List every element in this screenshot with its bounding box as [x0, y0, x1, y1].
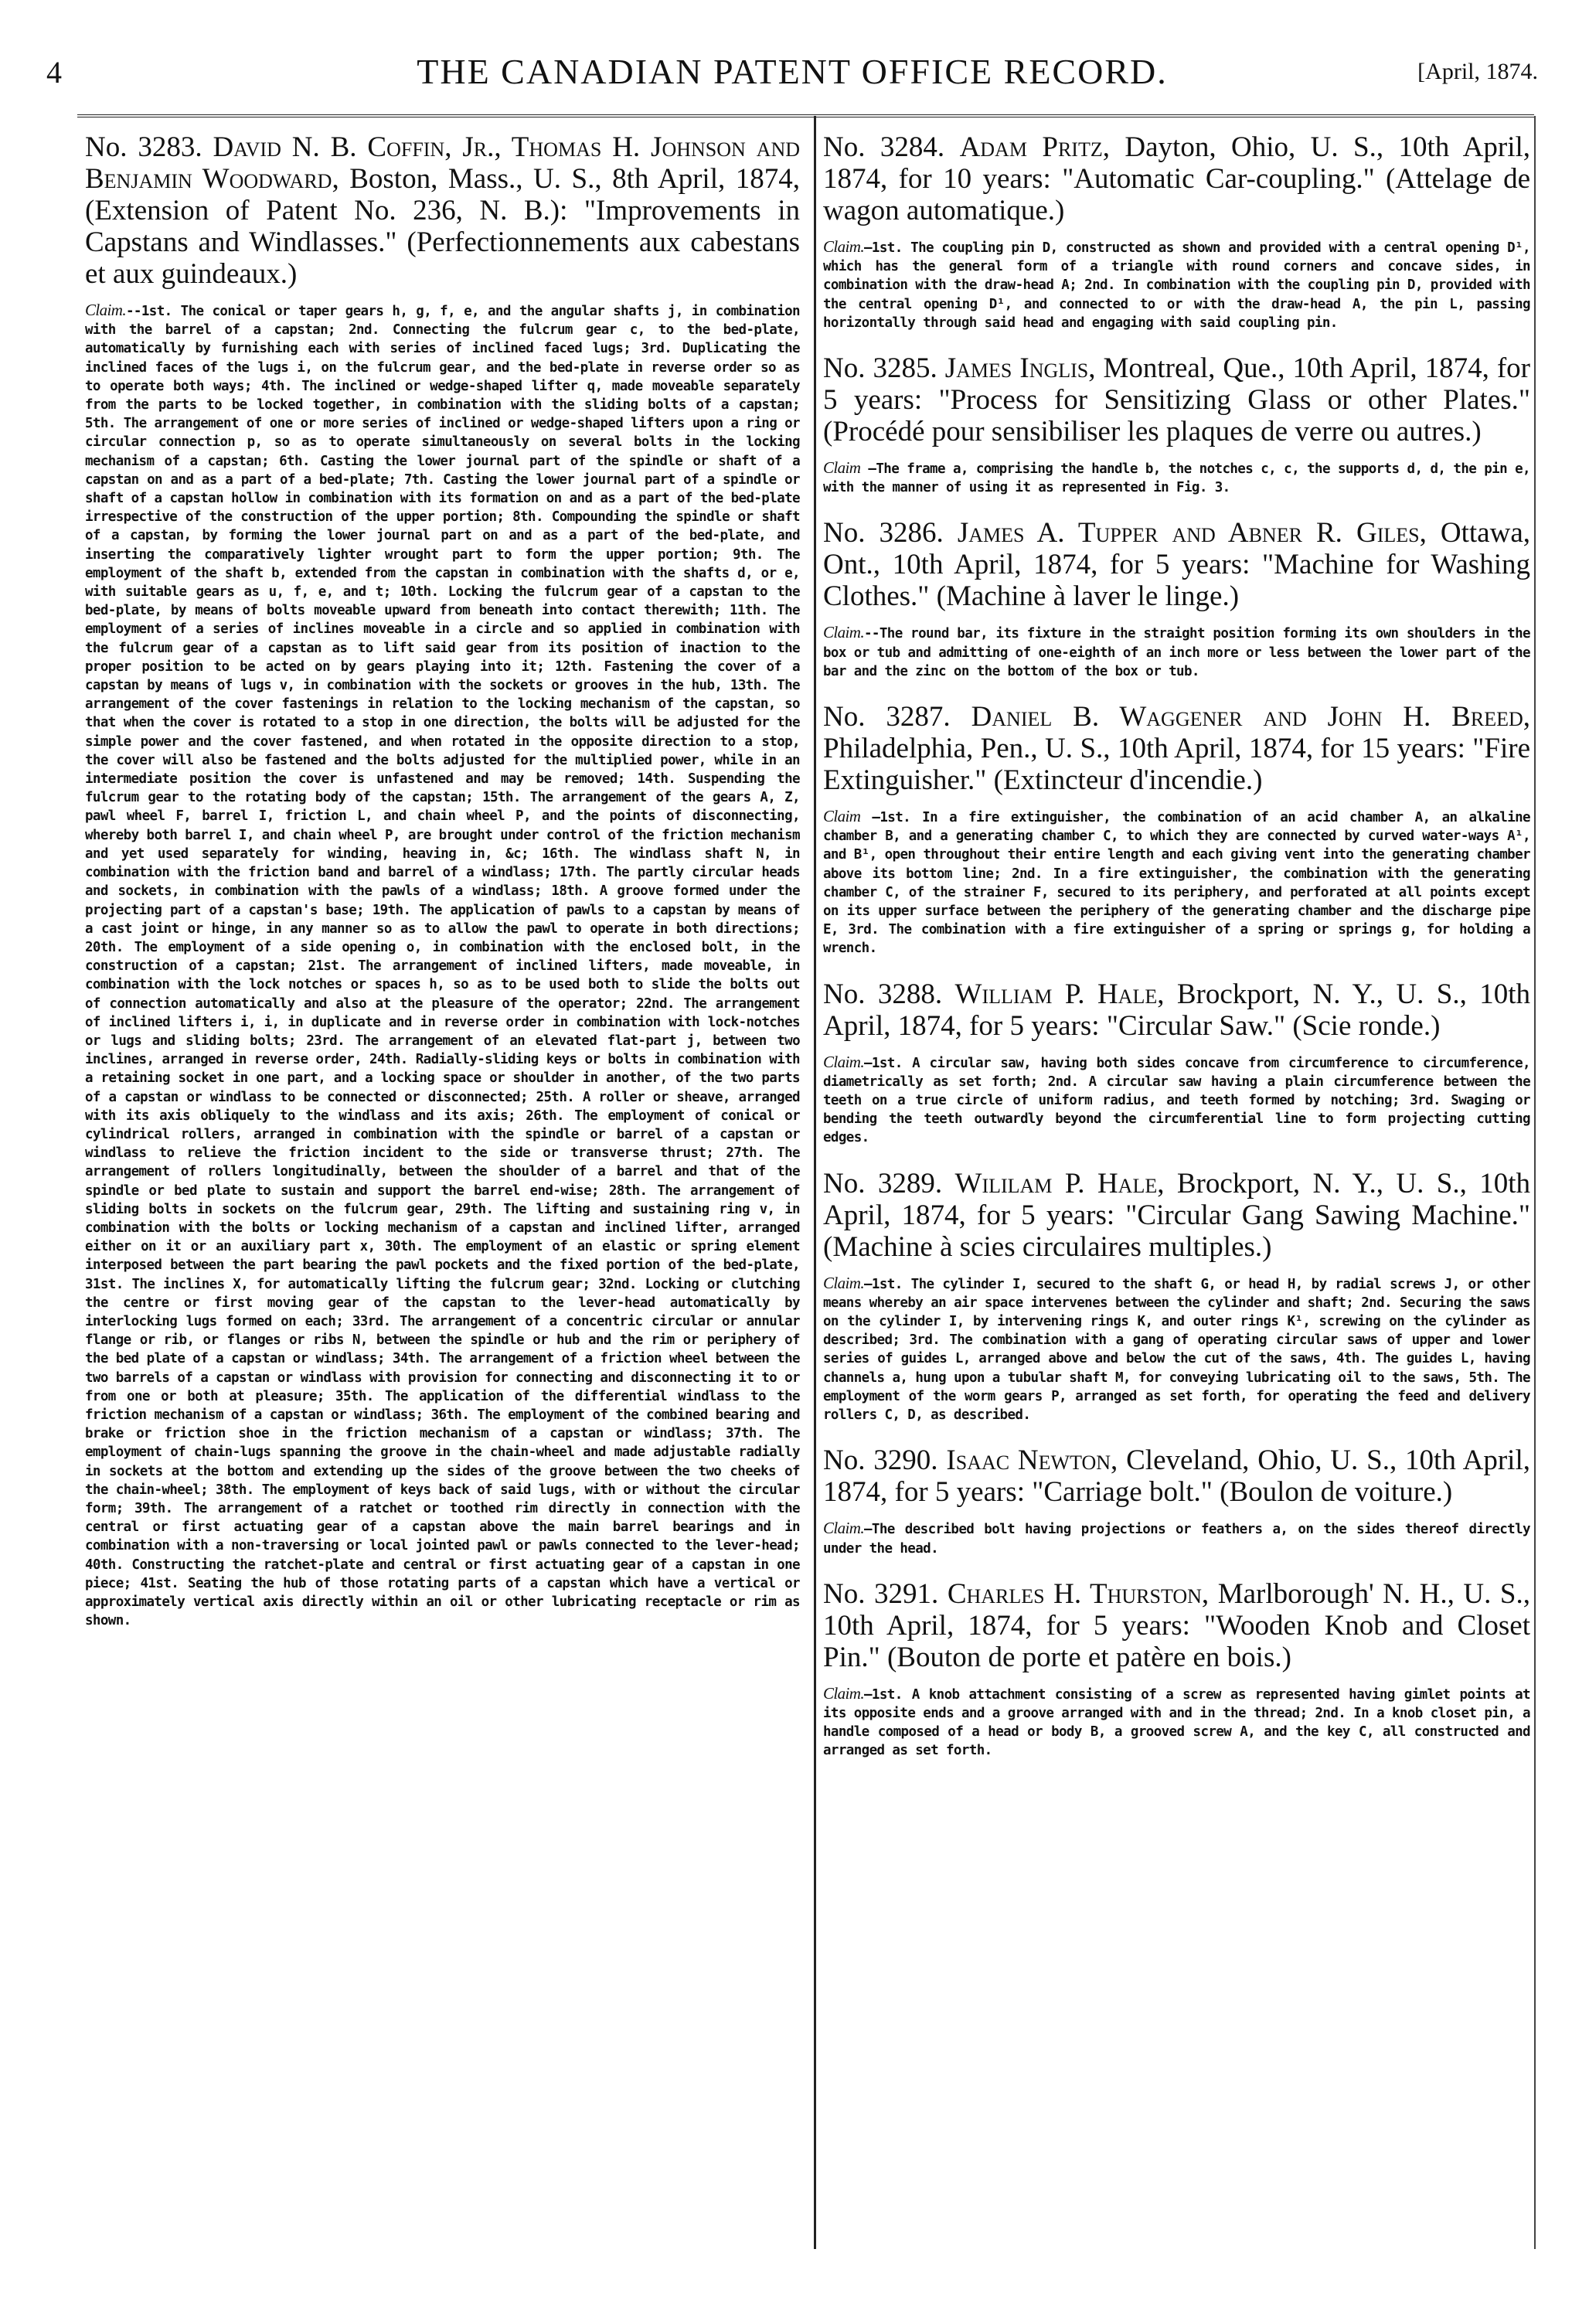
- patent-details: Cleveland, Ohio, U. S., 10th April, 1874, for 5 years: "Carriage bolt." (Boulon de voiture.): [823, 1444, 1530, 1509]
- left-column: [85, 131, 800, 1650]
- patent-heading: [823, 517, 1530, 612]
- patent-number: No. 3283.: [85, 131, 202, 163]
- claim-body: —The described bolt having projections or feathers a, on the sides thereof directly under the head.: [823, 1522, 1530, 1557]
- claim-body: —1st. A knob attachment consisting of a screw as represented having gimlet points at its opposite ends and a groove arranged with and in the thread; 2nd. In a knob closet pin, a handle composed of a head or body B, a grooved screw A, and the key C, all constructed and arranged as set forth.: [823, 1686, 1530, 1759]
- claim-text: [823, 1519, 1530, 1557]
- patent-entry: [823, 517, 1530, 681]
- claim-body: --1st. The conical or taper gears h, g, f, e, and the angular shafts j, in combination with the barrel of a capstan; 2nd. Connecting the fulcrum gear c, to the bed-plate, automatically by furnishing each with series of inclined faced lugs; 3rd. Duplicating the inclined faces of the lugs i, on the fulcrum gear, and the bed-plate in reverse order so as to operate both ways; 4th. The inclined or wedge-shaped lifter q, made moveable separately from the parts to be locked together, in combination with the sliding bolts of a capstan; 5th. The arrangement of one or more series of inclined or wedge-shaped lifters upon a ring or circular connection p, so as to operate simultaneously on several bolts in the locking mechanism of a capstan; 6th. Casting the lower journal part of the spindle or shaft of a capstan on and as a part of a bed-plate; 7th. Casting the lower journal part of a spindle or shaft of a capstan hollow in combination with its formation on and as a part of the bed-plate irrespective of the construction of the upper portion; 8th. Compounding the spindle or shaft of a capstan, by forming the lower journal part on and as a part of the bed-plate, and inserting the comparatively lighter wrought part to form the upper portion; 9th. The employment of the shaft b, extended from the capstan in combination with the shafts d, or e, with suitable gears as u, f, e, and t; 10th. Locking the fulcrum gear of a capstan to the bed-plate, by means of bolts moveable upward from beneath into contact therewith; 11th. The employment of a series of inclines moveable in a circle and so applied in combination with the fulcrum gear of a capstan as to lift said gear from its position of inaction to the proper position to be acted on by gears playing into it; 12th. Fastening the cover of a capstan by means of lugs v, in combination with the sockets or grooves in the hub, 13th. The arrangement of the cover fastenings in relation to the locking mechanism of the capstan, so that when the cover is rotated to a stop in one direction, the bolts will be adjusted for the simple power and the cover fastened, and when rotated in the opposite direction to a stop, the cover will also be fastened and the bolts adjusted for the multiplied power, while in an intermediate position the cover is unfastened and may be removed; 14th. Suspending the fulcrum gear to the rotating body of the capstan; 15th. The arrangement of the gears A, Z, pawl wheel F, barrel I, friction L, and chain wheel P, and the points of disconnecting, whereby both barrel I, and chain wheel P, are brought under control of the friction mechanism and yet used separately for winding, heaving in, &c; 16th. The windlass shaft N, in combination with the friction band and barrel of a windlass; 17th. The partly circular heads and sockets, in combination with the pawls of a windlass; 18th. A groove formed under the projecting part of a capstan's base; 19th. The application of pawls to a capstan by means of a cast joint or hinge, in any manner so as to allow the pawl to operate in both directions; 20th. The employment of a side opening o, in combination with the enclosed bolt, in the construction of a capstan; 21st. The arrangement of inclined lifters, made moveable, in combination with the lock notches or spaces h, so as to be used both to slide the bolts out of connection automatically and also at the pleasure of the operator; 22nd. The arrangement of inclined lifters i, i, in duplicate and in reverse order in combination with lock-notches or lugs and sliding bolts; 23rd. The arrangement of an elevated flat-part j, between two inclines, arranged in reverse order, 24th. Radially-sliding keys or bolts in combination with a retaining socket in one part, and a locking space or shoulder in another, of the two parts of a capstan or windlass to be connected or disconnected; 25th. A roller or sheave, arranged with its axis obliquely to the windlass and its axis; 26th. The employment of conical or cylindrical rollers, arranged in combination with the spindle or barrel of a capstan or windlass to relieve the friction incident to the side or transverse thrust; 27th. The arrangement of rollers longitudinally, between the shoulder of a barrel and that of the spindle or bed plate to sustain and support the barrel end-wise; 28th. The arrangement of sliding bolts in sockets on the fulcrum gear, 29th. The lifting and sustaining ring v, in combination with the bolts or locking mechanism of a capstan and inclined lifter, arranged either on it or an auxiliary part x, 30th. The employment of an elastic or spring element interposed between the part bearing the pawl pockets and the fixed portion of the bed-plate, 31st. The inclines X, for automatically lifting the fulcrum gear; 32nd. Locking or clutching the centre or first moving gear of the capstan to the lever-head automatically by interlocking lugs formed on each; 33rd. The arrangement of a concentric circular or annular flange or rib, or flanges or ribs N, between the spindle or hub and the rim or periphery of the bed plate of a capstan or windlass; 34th. The arrangement of a friction wheel between the two barrels of a capstan or windlass with provision for connecting and disconnecting it to or from one or both at pleasure; 35th. The application of the differential windlass to the friction mechanism of a capstan or windlass; 36th. The employment of the combined bearing and brake or friction shoe in the friction mechanism of a capstan or windlass; 37th. The employment of chain-lugs spanning the groove in the chain-wheel and made adjustable radially in sockets at the bottom and extending up the sides of the groove between the two cheeks of the chain-wheel; 38th. The employment of keys back of said lugs, with or without the circular form; 39th. The arrangement of a ratchet or toothed rim directly in connection with the central or first actuating gear of a capstan above the main barrel bearings and in combination with a non-traversing or local jointed pawl or pawls connected to the lever-head; 40th. Constructing the ratchet-plate and central or first actuating gear of a capstan in one piece; 41st. Seating the hub of those rotating parts of a capstan which have a vertical or approximately vertical axis directly within an oil or other lubricating receptacle or rim as shown.: [85, 304, 800, 1629]
- claim-body: —The frame a, comprising the handle b, the notches c, c, the supports d, d, the pin e, with the manner of using it as represented in Fig. 3.: [823, 461, 1530, 496]
- patent-entry: [823, 1168, 1530, 1425]
- claim-text: [85, 301, 800, 1630]
- patent-details: Philadelphia, Pen., U. S., 10th April, 1874, for 15 years: "Fire Extinguisher." (Extincteur d'incendie.): [823, 733, 1530, 797]
- patent-details: Brockport, N. Y., U. S., 10th April, 1874, for 5 years: "Circular Gang Sawing Machine." (Machine à scies circulaires multiples.): [823, 1167, 1531, 1263]
- right-margin-rule: [1534, 116, 1536, 2249]
- patent-entry: [823, 352, 1530, 497]
- claim-text: [823, 807, 1530, 958]
- patent-number: No. 3287.: [823, 701, 951, 733]
- patentee-names: Adam Pritz,: [959, 131, 1110, 163]
- claim-body: —1st. The coupling pin D, constructed as shown and provided with a central opening D¹, which has the general form of a triangle with round corners and concave sides, in combination with the draw-head A; 2nd. In combination with the coupling pin D, provided with the central opening D¹, and connected to or with the draw-head A, the pin L, passing horizontally through said head and engaging with said coupling pin.: [823, 240, 1530, 331]
- patentee-names: Wililam P. Hale,: [954, 1167, 1165, 1199]
- patentee-names: James Inglis,: [944, 352, 1096, 385]
- patent-heading: [823, 352, 1530, 447]
- issue-date: [April, 1874.: [1417, 59, 1538, 84]
- patent-number: No. 3290.: [823, 1444, 938, 1477]
- claim-text: [823, 623, 1530, 681]
- patent-entry: [823, 978, 1530, 1148]
- patent-details: Montreal, Que., 10th April, 1874, for 5 years: "Process for Sensitizing Glass or other Plates." (Procédé pour sensibiliser les plaques de verre ou autres.): [823, 352, 1530, 448]
- claim-text: [823, 1053, 1530, 1148]
- claim-body: —1st. A circular saw, having both sides concave from circumference to circumference, diametrically as set forth; 2nd. A circular saw having a plain circumference between the teeth on a true circle of uniform radius, and teeth formed by notching; 3rd. Swaging or bending the teeth outwardly beyond the circumferential line to form projecting cutting edges.: [823, 1055, 1530, 1146]
- patent-entry: [823, 1444, 1530, 1557]
- claim-body: —1st. In a fire extinguisher, the combination of an acid chamber A, an alkaline chamber B, and a generating chamber C, to which they are connected by curved water-ways A¹, and B¹, open throughout their entire length and each giving vent into the generating chamber above its bottom line; 2nd. In a fire extinguisher, the combination with the generating chamber C, of the strainer F, secured to its periphery, and perforated at all points except on its upper surface between the periphery of the generating chamber and the discharge pipe E, 3rd. The combination with a fire extinguisher of a spring or springs g, for holding a wrench.: [823, 810, 1530, 957]
- patent-details: Dayton, Ohio, U. S., 10th April, 1874, for 10 years: "Automatic Car-coupling." (Attelage de wagon automatique.): [823, 131, 1531, 226]
- column-divider: [814, 116, 816, 2249]
- page-header: [46, 46, 1538, 93]
- patentee-names: William P. Hale,: [954, 978, 1165, 1010]
- patentee-names: Daniel B. Waggener and John H. Breed,: [971, 701, 1530, 733]
- patent-entry: [823, 701, 1530, 958]
- patent-entry: [85, 131, 800, 1630]
- claim-label: Claim.: [823, 1052, 864, 1071]
- patent-details: Brockport, N. Y., U. S., 10th April, 1874, for 5 years: "Circular Saw." (Scie ronde.): [823, 978, 1531, 1042]
- claim-label: Claim.: [823, 1273, 864, 1292]
- claim-body: —1st. The cylinder I, secured to the shaft G, or head H, by radial screws J, or other means whereby an air space intervenes between the cylinder and shaft; 2nd. Securing the saws on the cylinder I, by intervening rings K, and outer rings K¹, screwing on the cylinder as described; 3rd. The combination with a gang of operating circular saws of upper and lower series of guides L, arranged above and below the cut of the saws, 4th. The guides L, having channels a, hung upon a tubular shaft M, for conveying lubricating oil to the saws, 5th. The employment of the worm gears P, arranged as set forth, for operating the feed and delivery rollers C, D, as described.: [823, 1276, 1530, 1424]
- patent-details: Ottawa, Ont., 10th April, 1874, for 5 years: "Machine for Washing Clothes." (Machine à laver le linge.): [823, 517, 1531, 613]
- patent-number: No. 3285.: [823, 352, 937, 385]
- patent-heading: [823, 1444, 1530, 1508]
- patent-number: No. 3288.: [823, 978, 943, 1010]
- journal-title: THE CANADIAN PATENT OFFICE RECORD.: [417, 52, 1168, 91]
- patentee-names: Charles H. Thurston,: [947, 1577, 1210, 1610]
- right-column: [823, 131, 1530, 1781]
- patent-details: Marlborough' N. H., U. S., 10th April, 1874, for 5 years: "Wooden Knob and Closet Pin." (Bouton de porte et patère en bois.): [823, 1577, 1530, 1673]
- patent-heading: [823, 701, 1530, 796]
- patent-entry: [823, 131, 1530, 332]
- patent-number: No. 3291.: [823, 1577, 939, 1610]
- patent-number: No. 3289.: [823, 1167, 943, 1199]
- patent-number: No. 3284.: [823, 131, 945, 163]
- patentee-names: Isaac Newton,: [946, 1444, 1118, 1477]
- patent-details: Boston, Mass., U. S., 8th April, 1874, (Extension of Patent No. 236, N. B.): "Improvements in Capstans and Windlasses." (Perfectionnements aux cabestans et aux guindeaux.): [85, 163, 801, 290]
- claim-text: [823, 458, 1530, 497]
- claim-text: [823, 1274, 1530, 1425]
- claim-text: [823, 1684, 1530, 1761]
- patent-heading: [85, 131, 800, 290]
- patent-heading: [823, 1168, 1530, 1263]
- patentee-names: James A. Tupper and Abner R. Giles,: [957, 517, 1427, 550]
- claim-label: Claim.: [85, 301, 126, 319]
- patent-number: No. 3286.: [823, 517, 944, 550]
- claim-label: Claim.: [823, 623, 864, 642]
- claim-label: Claim.: [823, 1519, 864, 1538]
- patent-heading: [823, 1578, 1530, 1673]
- patentee-names: David N. B. Coffin, Jr., Thomas H. Johnson and Benjamin Woodward,: [85, 131, 800, 195]
- claim-label: Claim: [823, 458, 861, 478]
- page-number: 4: [46, 55, 62, 90]
- patent-heading: [823, 978, 1530, 1042]
- claim-label: Claim.: [823, 237, 864, 256]
- header-rule: [77, 114, 1534, 117]
- claim-text: [823, 237, 1530, 332]
- claim-label: Claim.: [823, 1683, 864, 1703]
- patent-entry: [823, 1578, 1530, 1761]
- patent-heading: [823, 131, 1530, 226]
- claim-body: --The round bar, its fixture in the straight position forming its own shoulders in the box or tub and admitting of one-eighth of an inch more or less between the lower part of the bar and the zinc on the bottom of the box or tub.: [823, 626, 1530, 679]
- claim-label: Claim: [823, 807, 861, 826]
